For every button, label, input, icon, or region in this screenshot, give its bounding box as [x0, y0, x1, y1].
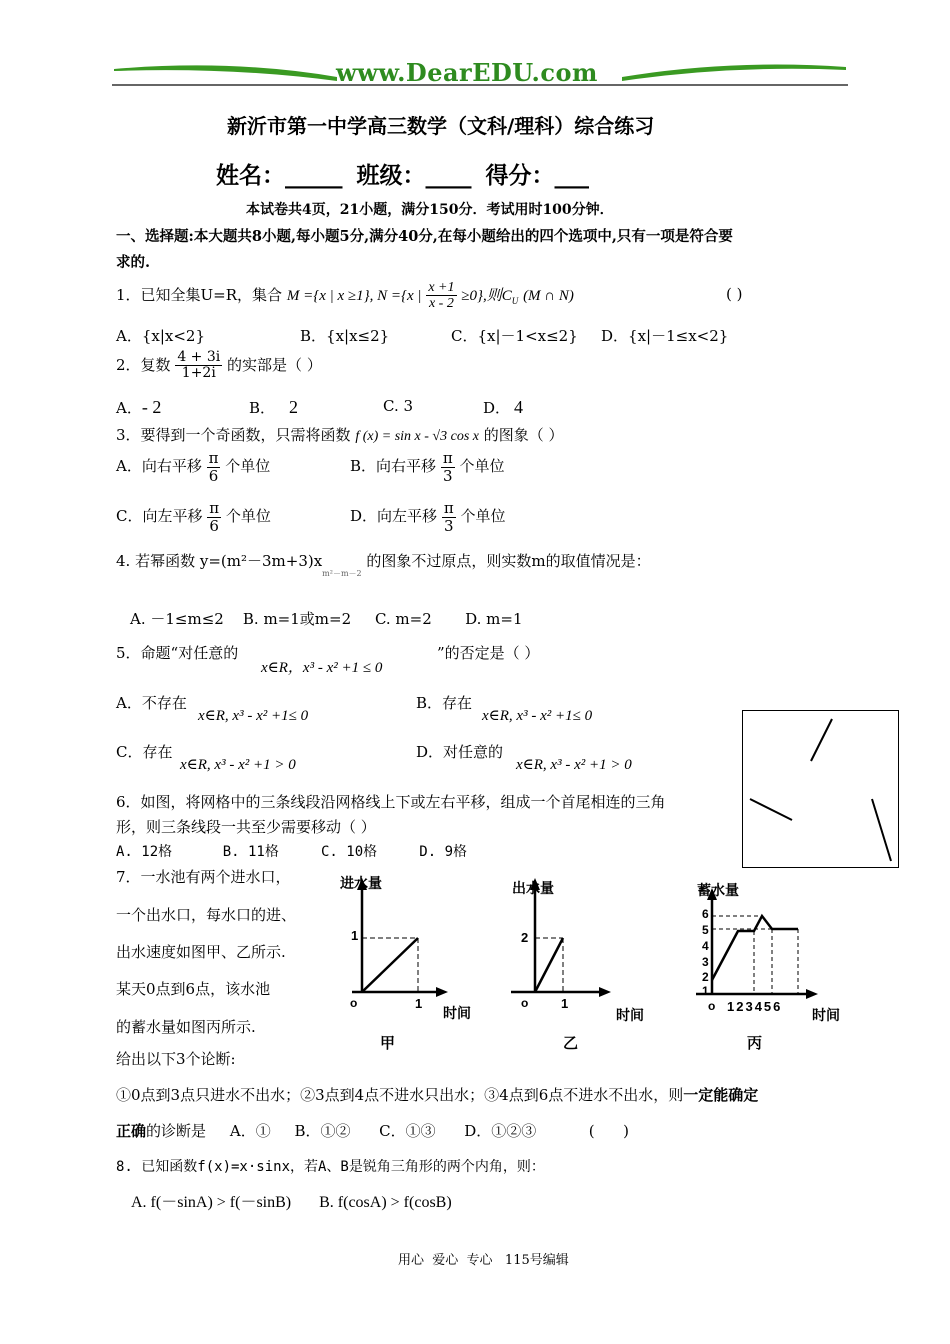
q7-claim: [116, 1084, 758, 1105]
bing-xlabel: 时间: [812, 1007, 840, 1023]
q3-c-den: 6: [207, 517, 221, 535]
q5-option-a-math: x∈R, x³ - x² +1≤ 0: [198, 708, 309, 724]
question-3: [116, 424, 564, 445]
q1-frac-den: x - 2: [428, 296, 454, 312]
score-field: 得分：___: [485, 162, 590, 189]
q7-chart-yi-svg: [505, 872, 655, 1057]
q1-option-a: A．{x|x<2}: [116, 327, 206, 345]
question-5-math: x∈R，x³ - x² +1 ≤ 0: [261, 660, 383, 676]
q3-a-den: 6: [207, 467, 221, 485]
q3-d-frac: [442, 500, 456, 534]
q7-answer-line: [116, 1120, 629, 1141]
q3-c-frac: [207, 500, 221, 534]
question-4: [116, 550, 651, 579]
bing-ytick-1: 1: [702, 984, 709, 998]
bing-ytick-6: 6: [702, 907, 709, 921]
q3-b-pre: B．向右平移: [350, 457, 437, 475]
jia-rate-line: [362, 938, 418, 992]
bing-volume-line: [712, 916, 798, 980]
jia-ytick: 1: [351, 928, 359, 943]
q4-tail: 的图象不过原点，则实数m的取值情况是：: [366, 552, 651, 570]
bing-ytick-5: 5: [702, 923, 709, 937]
question-8: 8. 已知函数f(x)=x·sinx，若A、B是锐角三角形的两个内角，则：: [116, 1159, 545, 1175]
q5-option-c-pre: C．存在: [116, 743, 173, 761]
q3-c-num: π: [209, 499, 220, 517]
q3-tail: 的图象（ ）: [483, 426, 564, 444]
bing-origin: o: [708, 999, 716, 1013]
q3-a-post: 个单位: [225, 457, 271, 475]
q7-emph2: 正确: [116, 1123, 147, 1140]
q7-line-5: 的蓄水量如图丙所示.: [116, 1018, 256, 1036]
q1-math: M ={x | x ≥1}, N ={x |: [286, 287, 422, 304]
q7-claim-text: ①0点到3点只进水不出水；②3点到4点不进水只出水；③4点到6点不进水不出水，则: [116, 1086, 684, 1104]
q4-exponent: m²－m－2: [322, 569, 362, 578]
yi-origin: o: [521, 996, 529, 1010]
q7-line-3: 出水速度如图甲、乙所示.: [116, 943, 286, 961]
question-5-tail: ”的否定是（ ）: [437, 644, 540, 662]
q3-d-den: 3: [442, 517, 456, 535]
q6-segment-1: [811, 719, 832, 761]
q7-chart-jia: [332, 872, 482, 1057]
q2-option-d-value: 4: [514, 397, 524, 417]
q6-grid-figure: [742, 710, 899, 868]
yi-rate-line: [535, 938, 563, 992]
question-1: [116, 280, 574, 312]
bing-xticks: 123456: [727, 999, 783, 1014]
yi-caption: 乙: [563, 1035, 579, 1052]
q7-line-4: 某天0点到6点，该水池: [116, 980, 271, 998]
q6-line-segments: [743, 711, 898, 867]
q2-tail: 的实部是（ ）: [227, 355, 322, 374]
q3-option-b: [350, 450, 504, 484]
bing-ytick-3: 3: [702, 955, 709, 969]
q8-options: A. f(－sinA) > f(－sinB) B. f(cosA) > f(cosB): [131, 1194, 452, 1211]
q2-option-b-value: 2: [289, 397, 299, 417]
logo-text: www.DearEDU.com: [336, 58, 598, 87]
q7-emph1: 一定能确定: [683, 1087, 759, 1104]
q3-option-d: [350, 500, 505, 534]
q2-frac-num: 4 + 3i: [177, 349, 221, 365]
q3-d-num: π: [443, 499, 454, 517]
page-footer: 用心 爱心 专心 115号编辑: [398, 1253, 569, 1268]
jia-xlabel: 时间: [443, 1005, 471, 1021]
q1-frac-num: x +1: [428, 280, 455, 295]
q2-option-c: C. 3: [383, 397, 414, 415]
q7-line-2: 一个出水口，每水口的进、: [116, 906, 297, 924]
q5-option-d-math: x∈R, x³ - x² +1 > 0: [516, 757, 632, 773]
q3-option-a: [116, 450, 270, 484]
q1-fraction: [426, 280, 456, 312]
q3-c-pre: C．向左平移: [116, 507, 203, 525]
bing-ylabel: 蓄水量: [697, 882, 739, 898]
q5-option-b-math: x∈R, x³ - x² +1≤ 0: [482, 708, 593, 724]
page-title: 新沂市第一中学高三数学（文科/理科）综合练习: [227, 114, 655, 138]
question-2: [116, 350, 322, 382]
q2-option-a-value: - 2: [141, 397, 162, 417]
bing-ytick-4: 4: [702, 939, 709, 953]
yi-xlabel: 时间: [616, 1007, 644, 1023]
q2-option-b: [249, 397, 298, 418]
yi-ytick: 2: [521, 930, 529, 945]
q7-chart-jia-svg: [332, 872, 482, 1057]
q6-segment-3: [872, 799, 891, 861]
question-6-line2: 形，则三条线段一共至少需要移动（ ）: [116, 818, 376, 836]
bing-caption: 丙: [747, 1035, 763, 1052]
q3-d-pre: D．向左平移: [350, 507, 438, 525]
class-field: 班级：____: [356, 162, 472, 189]
q5-option-b-pre: B．存在: [416, 694, 473, 712]
q1-sub: U: [511, 295, 519, 306]
q7-given: 给出以下3个论断:: [116, 1050, 236, 1068]
q1-option-c: C．{x|－1<x≤2}: [451, 327, 578, 345]
q3-c-post: 个单位: [225, 507, 271, 525]
jia-caption: 甲: [380, 1035, 396, 1052]
q2-stem: 2．复数: [116, 355, 171, 374]
q2-option-a: [116, 397, 161, 418]
q7-answer-options: 的诊断是 A．① B．①② C．①③ D．①②③ ( ): [146, 1122, 630, 1140]
q1-tail2: (M ∩ N): [523, 287, 574, 304]
q3-a-num: π: [208, 449, 219, 467]
q1-option-b: B．{x|x≤2}: [300, 327, 390, 345]
q2-fraction: [175, 350, 222, 382]
q3-d-post: 个单位: [460, 507, 506, 525]
section1-line1: 一、选择题:本大题共8小题,每小题5分,满分40分,在每小题给出的四个选项中,只有一项是符合要: [116, 228, 733, 245]
q3-option-c: [116, 500, 271, 534]
section1-line2: 求的.: [116, 254, 151, 271]
q3-b-den: 3: [441, 467, 455, 485]
exam-intro: 本试卷共4页，21小题，满分150分．考试用时100分钟．: [246, 202, 614, 218]
q4-options: A. －1≤m≤2 B. m=1或m=2 C. m=2 D. m=1: [130, 610, 523, 628]
q1-tail: ≥0},则C: [461, 287, 512, 304]
question-5-stem: 5．命题“对任意的: [116, 644, 239, 662]
bing-ytick-2: 2: [702, 970, 709, 984]
q2-option-d-label: D．: [483, 399, 511, 417]
q3-a-frac: [207, 450, 221, 484]
q3-b-num: π: [442, 449, 453, 467]
q5-option-d-pre: D．对任意的: [416, 743, 504, 761]
q2-frac-den: 1+2i: [181, 365, 216, 382]
q3-b-frac: [441, 450, 455, 484]
q2-option-a-label: A．: [116, 399, 142, 417]
yi-ylabel: 出水量: [512, 880, 554, 896]
q1-option-d: D．{x|－1≤x<2}: [601, 327, 729, 345]
name-field: 姓名：_____: [216, 162, 343, 189]
q5-option-a-pre: A．不存在: [116, 694, 187, 712]
q3-b-post: 个单位: [459, 457, 505, 475]
q2-option-b-label: B．: [249, 399, 276, 417]
q2-option-d: [483, 397, 523, 418]
q7-chart-yi: [505, 872, 655, 1057]
q7-line-1: 7．一水池有两个进水口，: [116, 868, 291, 886]
q1-answer-paren: ( ): [726, 285, 743, 303]
student-info: [216, 157, 589, 190]
yi-xtick: 1: [561, 996, 569, 1011]
jia-origin: o: [350, 996, 358, 1010]
q6-segment-2: [750, 799, 792, 820]
q3-math: f (x) = sin x - √3 cos x: [355, 429, 479, 444]
jia-xtick: 1: [415, 996, 423, 1011]
q5-option-c-math: x∈R, x³ - x² +1 > 0: [180, 757, 296, 773]
q3-stem: 3．要得到一个奇函数，只需将函数: [116, 426, 351, 444]
q1-stem: 1．已知全集U=R，集合: [116, 285, 283, 304]
q4-stem: 4. 若幂函数 y=(m²－3m+3)x: [116, 552, 323, 570]
q6-options: A. 12格 B. 11格 C. 10格 D. 9格: [116, 844, 468, 860]
question-6-line1: 6．如图，将网格中的三条线段沿网格线上下或左右平移，组成一个首尾相连的三角: [116, 793, 666, 811]
jia-ylabel: 进水量: [340, 875, 382, 891]
q3-a-pre: A．向右平移: [116, 457, 202, 475]
